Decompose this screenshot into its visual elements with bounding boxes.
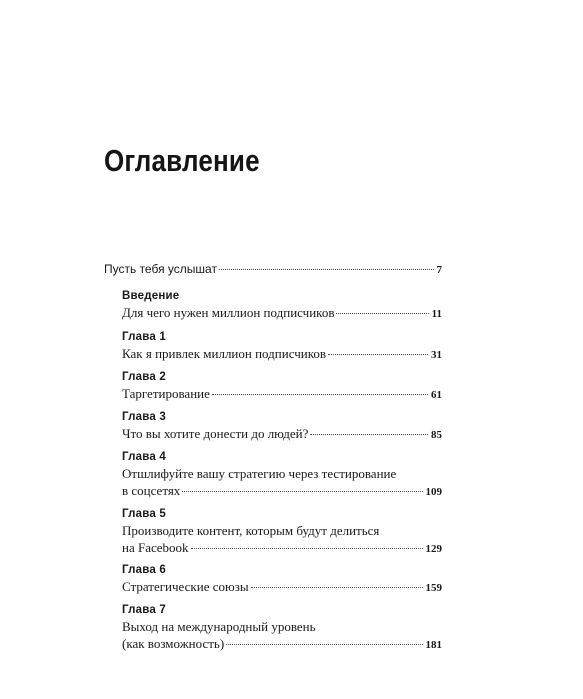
- toc-entry-title: в соцсетях: [122, 483, 181, 498]
- toc-entry-title: Стратегические союзы: [122, 579, 249, 594]
- toc-entry-title: Как я привлек миллион подписчиков: [122, 346, 327, 361]
- toc-entry-title: (как возможность): [122, 636, 225, 651]
- section-label: Глава 2: [122, 371, 166, 383]
- dot-leader: [182, 491, 422, 492]
- toc-entry[interactable]: [122, 579, 442, 596]
- toc-entry-title: Что вы хотите донести до людей?: [122, 426, 309, 441]
- toc-entry-title: Пусть тебя услышат: [104, 262, 217, 276]
- section-label: Глава 1: [122, 331, 166, 343]
- dot-leader: [226, 644, 422, 645]
- toc-page-number: 7: [436, 264, 442, 276]
- toc-entry[interactable]: [122, 483, 442, 500]
- toc-entry-title: Таргетирование: [122, 386, 210, 401]
- section-label: Глава 3: [122, 411, 166, 423]
- dot-leader: [310, 434, 428, 435]
- toc-page-number: 31: [431, 349, 442, 361]
- toc-entry-prologue[interactable]: [104, 262, 442, 278]
- dot-leader: [212, 394, 428, 395]
- toc-page-number: 159: [425, 582, 442, 594]
- toc-page-number: 85: [431, 429, 442, 441]
- toc-entry-title: на Facebook: [122, 540, 189, 555]
- toc-page-number: 61: [431, 389, 442, 401]
- dot-leader: [328, 354, 428, 355]
- toc-entry[interactable]: [122, 346, 442, 363]
- section-label: Глава 4: [122, 451, 166, 463]
- dot-leader: [251, 587, 423, 588]
- toc-entry-title: Для чего нужен миллион подписчиков: [122, 305, 335, 320]
- dot-leader: [219, 269, 434, 270]
- toc-entry[interactable]: [122, 426, 442, 443]
- section-label: Глава 6: [122, 564, 166, 576]
- toc-entry[interactable]: [122, 305, 442, 322]
- section-label: Глава 5: [122, 508, 166, 520]
- toc-entry-title-line: Производите контент, которым будут делиться: [122, 523, 380, 538]
- toc-entry-title-line: Отшлифуйте вашу стратегию через тестирование: [122, 466, 397, 481]
- toc-page-number: 11: [431, 308, 442, 320]
- toc-entry-title-line: Выход на международный уровень: [122, 619, 316, 634]
- toc-entry[interactable]: [122, 540, 442, 557]
- toc-page-number: 109: [425, 486, 442, 498]
- section-label: Введение: [122, 290, 180, 302]
- toc-entry[interactable]: [122, 636, 442, 653]
- dot-leader: [336, 313, 428, 314]
- section-label: Глава 7: [122, 604, 166, 616]
- toc-entry[interactable]: [122, 386, 442, 403]
- dot-leader: [191, 548, 423, 549]
- toc-page-number: 181: [425, 639, 442, 651]
- page-title: Оглавление: [104, 143, 260, 178]
- toc-page-number: 129: [425, 543, 442, 555]
